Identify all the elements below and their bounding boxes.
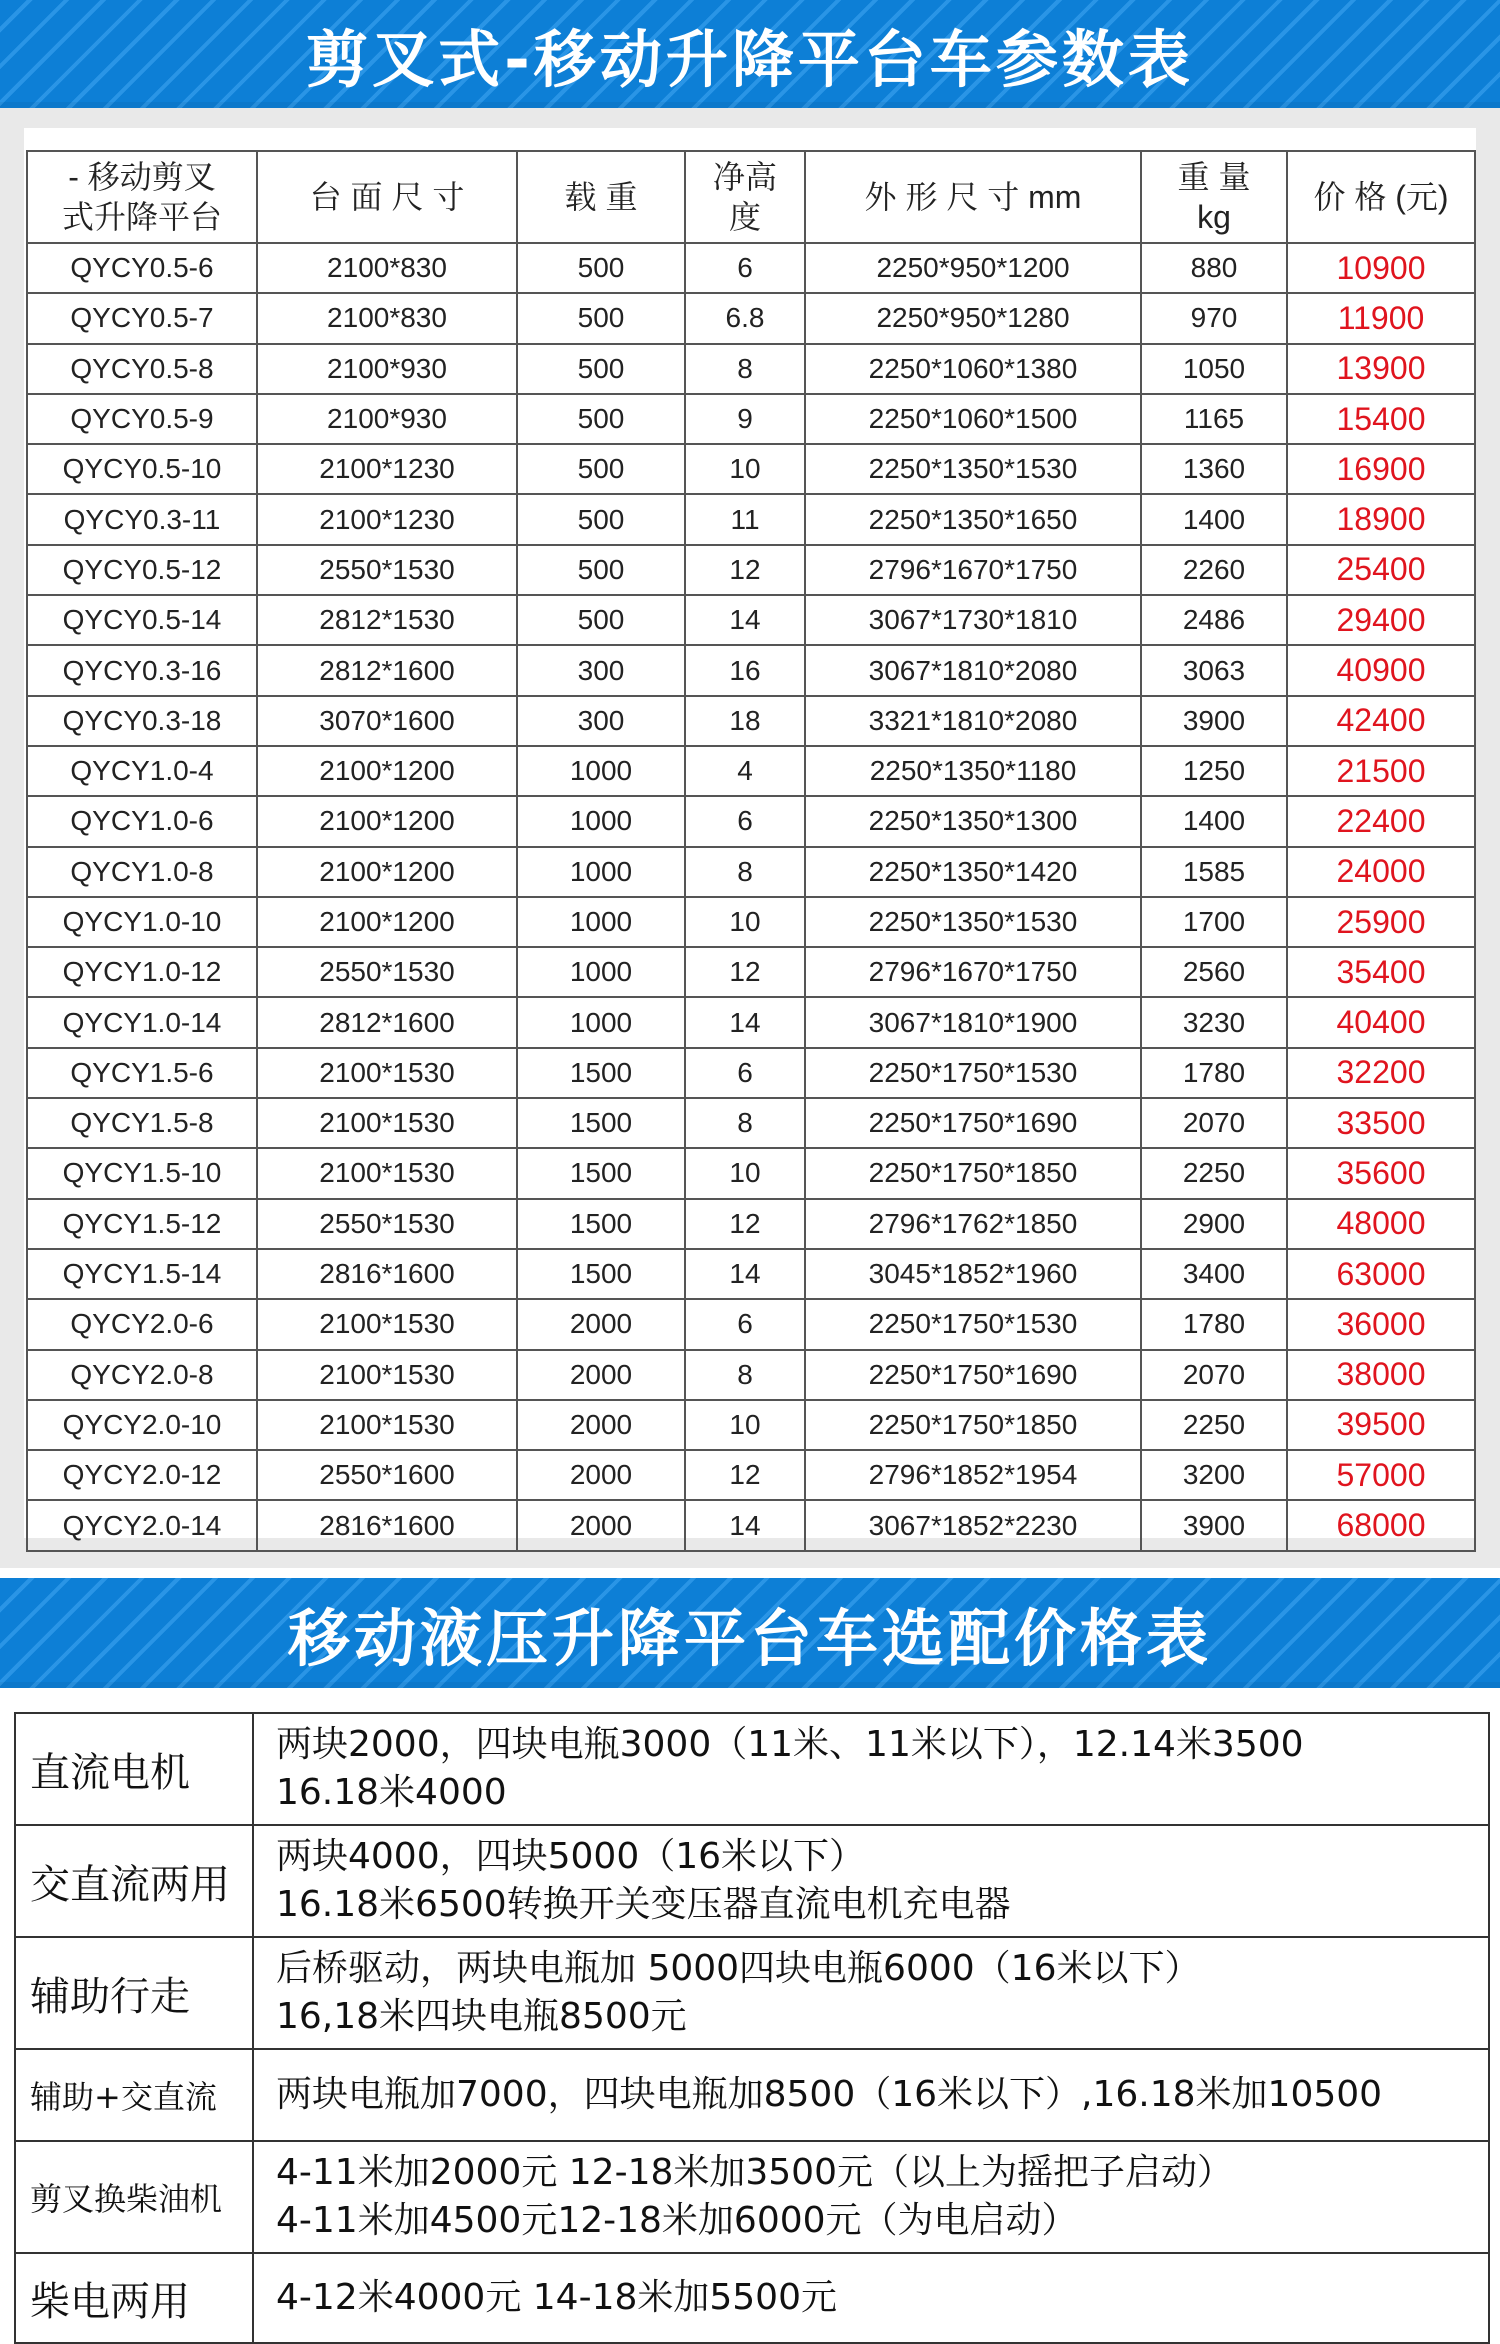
table-row [27,394,1475,444]
spec-cell: 3230 [1141,997,1287,1047]
spec-cell: 970 [1141,293,1287,343]
price-cell: 40400 [1287,997,1475,1047]
spec-cell: 1780 [1141,1048,1287,1098]
spec-cell: 8 [685,847,805,897]
spec-cell: 1000 [517,847,685,897]
table-row [27,696,1475,746]
spec-cell: 2250*1350*1530 [805,444,1141,494]
model-cell: QYCY0.5-14 [27,595,257,645]
spec-header-text: - 移动剪叉 [68,159,216,195]
spec-header-cell [257,151,517,243]
table-row [27,796,1475,846]
spec-cell: 2796*1670*1750 [805,545,1141,595]
spec-cell: 2000 [517,1350,685,1400]
spec-cell: 6 [685,243,805,293]
table-row [27,847,1475,897]
spec-cell: 1000 [517,997,685,1047]
model-cell: QYCY1.5-10 [27,1148,257,1198]
spec-cell: 2250*1350*1180 [805,746,1141,796]
spec-cell: 2250*1750*1850 [805,1148,1141,1198]
option-detail-line: 16.18米6500转换开关变压器直流电机充电器 [276,1884,1011,1925]
option-row [15,1937,1489,2049]
spec-cell: 2250*1750*1850 [805,1400,1141,1450]
spec-cell: 3400 [1141,1249,1287,1299]
option-name: 剪叉换柴油机 [15,2141,253,2253]
spec-cell: 500 [517,595,685,645]
price-cell: 24000 [1287,847,1475,897]
spec-cell: 2250*950*1200 [805,243,1141,293]
spec-cell: 12 [685,545,805,595]
spec-cell: 11 [685,494,805,544]
option-price-detail [253,2253,1489,2343]
spec-cell: 2796*1852*1954 [805,1450,1141,1500]
spec-cell: 1400 [1141,494,1287,544]
spec-cell: 2900 [1141,1199,1287,1249]
option-name: 柴电两用 [15,2253,253,2343]
spec-cell: 2100*1530 [257,1350,517,1400]
option-price-detail [253,1713,1489,1825]
spec-cell: 3045*1852*1960 [805,1249,1141,1299]
table-row [27,545,1475,595]
model-cell: QYCY1.0-12 [27,947,257,997]
options-table [14,1712,1490,2344]
model-cell: QYCY1.5-6 [27,1048,257,1098]
price-cell: 63000 [1287,1249,1475,1299]
spec-cell: 2816*1600 [257,1500,517,1550]
options-table-title: 移动液压升降平台车选配价格表 [287,1601,1212,1675]
spec-cell: 2100*1230 [257,494,517,544]
spec-cell: 1500 [517,1048,685,1098]
spec-cell: 2100*1530 [257,1400,517,1450]
spec-cell: 2796*1762*1850 [805,1199,1141,1249]
spec-cell: 2550*1530 [257,947,517,997]
spec-cell: 2100*1530 [257,1148,517,1198]
spec-cell: 2250*950*1280 [805,293,1141,343]
model-cell: QYCY0.5-8 [27,344,257,394]
model-cell: QYCY0.5-10 [27,444,257,494]
price-cell: 35400 [1287,947,1475,997]
option-price-detail [253,2049,1489,2141]
spec-cell: 2812*1530 [257,595,517,645]
spec-cell: 500 [517,243,685,293]
spec-header-cell [517,151,685,243]
spec-cell: 2250*1750*1530 [805,1299,1141,1349]
spec-cell: 3067*1810*2080 [805,645,1141,695]
option-detail-line: 两块电瓶加7000，四块电瓶加8500（16米以下）,16.18米加10500 [276,2074,1383,2115]
price-cell: 18900 [1287,494,1475,544]
spec-cell: 1400 [1141,796,1287,846]
table-row [27,645,1475,695]
spec-cell: 2000 [517,1450,685,1500]
table-row [27,1350,1475,1400]
spec-cell: 16 [685,645,805,695]
price-cell: 21500 [1287,746,1475,796]
spec-cell: 1000 [517,746,685,796]
spec-cell: 2250*1350*1420 [805,847,1141,897]
spec-cell: 2550*1530 [257,1199,517,1249]
spec-cell: 1585 [1141,847,1287,897]
spec-header-text: 度 [728,199,761,235]
spec-cell: 14 [685,997,805,1047]
spec-header-text: 外 形 尺 寸 mm [864,179,1082,215]
spec-cell: 2250*1750*1690 [805,1350,1141,1400]
model-cell: QYCY0.5-12 [27,545,257,595]
spec-cell: 18 [685,696,805,746]
model-cell: QYCY1.5-12 [27,1199,257,1249]
table-row [27,746,1475,796]
spec-cell: 2250*1750*1690 [805,1098,1141,1148]
spec-cell: 2070 [1141,1350,1287,1400]
spec-cell: 10 [685,1400,805,1450]
spec-cell: 2550*1530 [257,545,517,595]
spec-cell: 1000 [517,796,685,846]
spec-cell: 300 [517,645,685,695]
table-row [27,1148,1475,1198]
model-cell: QYCY2.0-14 [27,1500,257,1550]
spec-cell: 3900 [1141,696,1287,746]
spec-cell: 500 [517,444,685,494]
option-row [15,2141,1489,2253]
spec-table-container [24,128,1476,1544]
spec-cell: 3070*1600 [257,696,517,746]
table-row [27,1199,1475,1249]
model-cell: QYCY1.0-6 [27,796,257,846]
spec-cell: 2250*1350*1300 [805,796,1141,846]
model-cell: QYCY0.5-7 [27,293,257,343]
spec-cell: 2000 [517,1400,685,1450]
spec-table-banner [0,0,1500,108]
spec-cell: 2000 [517,1500,685,1550]
spec-cell: 1700 [1141,897,1287,947]
spec-cell: 2560 [1141,947,1287,997]
spec-cell: 1250 [1141,746,1287,796]
price-cell: 22400 [1287,796,1475,846]
option-row [15,1825,1489,1937]
table-row [27,344,1475,394]
spec-header-row [27,151,1475,243]
price-cell: 42400 [1287,696,1475,746]
spec-cell: 14 [685,595,805,645]
option-detail-line: 后桥驱动，两块电瓶加 5000四块电瓶6000（16米以下） [276,1948,1201,1989]
price-cell: 48000 [1287,1199,1475,1249]
price-cell: 35600 [1287,1148,1475,1198]
spec-header-cell [805,151,1141,243]
spec-header-cell [1287,151,1475,243]
spec-cell: 3067*1810*1900 [805,997,1141,1047]
table-row [27,997,1475,1047]
price-cell: 68000 [1287,1500,1475,1550]
spec-header-text: 重 量 [1177,159,1251,195]
table-row [27,494,1475,544]
spec-cell: 1500 [517,1249,685,1299]
model-cell: QYCY2.0-10 [27,1400,257,1450]
price-cell: 39500 [1287,1400,1475,1450]
table-row [27,595,1475,645]
spec-cell: 12 [685,947,805,997]
price-cell: 38000 [1287,1350,1475,1400]
spec-cell: 1000 [517,897,685,947]
spec-cell: 2100*830 [257,243,517,293]
spec-cell: 2100*1530 [257,1098,517,1148]
option-detail-line: 16,18米四块电瓶8500元 [276,1996,687,2037]
spec-cell: 6 [685,796,805,846]
table-row [27,1450,1475,1500]
option-row [15,2049,1489,2141]
options-table-banner [0,1578,1500,1688]
price-cell: 11900 [1287,293,1475,343]
option-name: 辅助+交直流 [15,2049,253,2141]
option-price-detail [253,1825,1489,1937]
spec-cell: 2812*1600 [257,997,517,1047]
table-row [27,293,1475,343]
spec-cell: 1500 [517,1098,685,1148]
option-name: 直流电机 [15,1713,253,1825]
spec-cell: 3063 [1141,645,1287,695]
spec-cell: 2816*1600 [257,1249,517,1299]
table-row [27,444,1475,494]
option-name: 交直流两用 [15,1825,253,1937]
spec-cell: 6 [685,1299,805,1349]
table-row [27,897,1475,947]
table-row [27,1299,1475,1349]
price-cell: 40900 [1287,645,1475,695]
option-price-detail [253,1937,1489,2049]
spec-cell: 10 [685,444,805,494]
spec-table-title: 剪叉式-移动升降平台车参数表 [306,22,1194,96]
spec-cell: 8 [685,1350,805,1400]
spec-cell: 2250 [1141,1400,1287,1450]
model-cell: QYCY1.0-14 [27,997,257,1047]
spec-cell: 4 [685,746,805,796]
price-cell: 57000 [1287,1450,1475,1500]
spec-cell: 2250*1350*1530 [805,897,1141,947]
spec-cell: 2250*1350*1650 [805,494,1141,544]
table-row [27,947,1475,997]
spec-header-text: 价 格 (元) [1313,179,1449,215]
spec-cell: 2100*1200 [257,796,517,846]
spec-cell: 2100*830 [257,293,517,343]
spec-cell: 10 [685,897,805,947]
price-cell: 36000 [1287,1299,1475,1349]
spec-cell: 2100*930 [257,344,517,394]
spec-cell: 12 [685,1199,805,1249]
spec-cell: 14 [685,1500,805,1550]
spec-cell: 3067*1730*1810 [805,595,1141,645]
spec-cell: 6 [685,1048,805,1098]
option-detail-line: 两块4000，四块5000（16米以下） [276,1836,866,1877]
table-row [27,1400,1475,1450]
option-detail-line: 4-11米加2000元 12-18米加3500元（以上为摇把子启动） [276,2152,1233,2193]
spec-cell: 1050 [1141,344,1287,394]
spec-cell: 3200 [1141,1450,1287,1500]
section-divider [0,1568,1500,1578]
spec-cell: 2250*1750*1530 [805,1048,1141,1098]
price-cell: 29400 [1287,595,1475,645]
spec-cell: 10 [685,1148,805,1198]
model-cell: QYCY0.3-11 [27,494,257,544]
spec-cell: 2070 [1141,1098,1287,1148]
spec-cell: 2100*1230 [257,444,517,494]
option-price-detail [253,2141,1489,2253]
spec-header-cell [685,151,805,243]
table-row [27,1500,1475,1550]
spec-cell: 500 [517,293,685,343]
spec-header-text: 台 面 尺 寸 [309,179,465,215]
spec-cell: 1500 [517,1199,685,1249]
table-row [27,1249,1475,1299]
spec-cell: 1000 [517,947,685,997]
option-detail-line: 4-12米4000元 14-18米加5500元 [276,2277,837,2318]
model-cell: QYCY1.0-8 [27,847,257,897]
spec-cell: 2100*930 [257,394,517,444]
model-cell: QYCY2.0-8 [27,1350,257,1400]
spec-cell: 300 [517,696,685,746]
price-cell: 25900 [1287,897,1475,947]
spec-cell: 500 [517,344,685,394]
spec-cell: 9 [685,394,805,444]
table-row [27,1048,1475,1098]
price-cell: 32200 [1287,1048,1475,1098]
spec-table [26,150,1476,1552]
model-cell: QYCY1.5-8 [27,1098,257,1148]
spec-cell: 880 [1141,243,1287,293]
spec-cell: 500 [517,394,685,444]
spec-cell: 2100*1200 [257,847,517,897]
spec-cell: 1165 [1141,394,1287,444]
spec-cell: 2486 [1141,595,1287,645]
spec-cell: 500 [517,545,685,595]
model-cell: QYCY1.0-10 [27,897,257,947]
option-row [15,2253,1489,2343]
spec-cell: 14 [685,1249,805,1299]
spec-cell: 2100*1530 [257,1048,517,1098]
spec-cell: 500 [517,494,685,544]
price-cell: 33500 [1287,1098,1475,1148]
spec-cell: 8 [685,344,805,394]
table-row [27,243,1475,293]
spec-cell: 2250 [1141,1148,1287,1198]
price-cell: 16900 [1287,444,1475,494]
model-cell: QYCY2.0-12 [27,1450,257,1500]
spec-header-text: 载 重 [564,179,638,215]
spec-cell: 2250*1060*1500 [805,394,1141,444]
option-name: 辅助行走 [15,1937,253,2049]
table-row [27,1098,1475,1148]
spec-cell: 2550*1600 [257,1450,517,1500]
model-cell: QYCY1.5-14 [27,1249,257,1299]
spec-header-cell [27,151,257,243]
spec-cell: 2250*1060*1380 [805,344,1141,394]
spec-cell: 2100*1200 [257,897,517,947]
option-detail-line: 4-11米加4500元12-18米加6000元（为电启动） [276,2200,1078,2241]
price-cell: 25400 [1287,545,1475,595]
spec-header-text: 净高 [712,159,777,195]
spec-header-cell [1141,151,1287,243]
spec-cell: 3067*1852*2230 [805,1500,1141,1550]
model-cell: QYCY1.0-4 [27,746,257,796]
spec-header-text: 式升降平台 [61,199,222,235]
price-cell: 15400 [1287,394,1475,444]
option-detail-line: 两块2000，四块电瓶3000（11米、11米以下），12.14米3500 [276,1724,1304,1765]
spec-cell: 2260 [1141,545,1287,595]
option-detail-line: 16.18米4000 [276,1772,507,1813]
model-cell: QYCY0.5-6 [27,243,257,293]
price-cell: 10900 [1287,243,1475,293]
model-cell: QYCY0.5-9 [27,394,257,444]
spec-cell: 2000 [517,1299,685,1349]
spec-cell: 2100*1200 [257,746,517,796]
spec-cell: 3900 [1141,1500,1287,1550]
model-cell: QYCY0.3-16 [27,645,257,695]
spec-cell: 1500 [517,1148,685,1198]
spec-cell: 12 [685,1450,805,1500]
price-cell: 13900 [1287,344,1475,394]
spec-cell: 8 [685,1098,805,1148]
model-cell: QYCY2.0-6 [27,1299,257,1349]
spec-cell: 2812*1600 [257,645,517,695]
spec-cell: 6.8 [685,293,805,343]
spec-cell: 2796*1670*1750 [805,947,1141,997]
spec-cell: 3321*1810*2080 [805,696,1141,746]
spec-cell: 2100*1530 [257,1299,517,1349]
spec-header-text: kg [1197,199,1231,235]
option-row [15,1713,1489,1825]
model-cell: QYCY0.3-18 [27,696,257,746]
spec-cell: 1360 [1141,444,1287,494]
spec-cell: 1780 [1141,1299,1287,1349]
